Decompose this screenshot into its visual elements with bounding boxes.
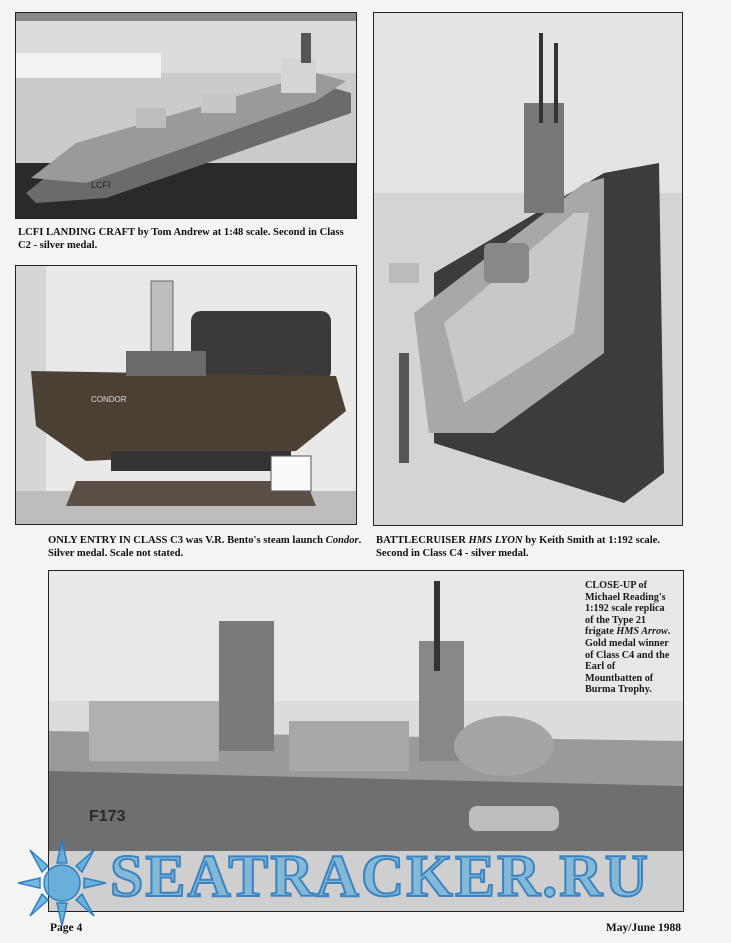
hms-lyon-photo	[373, 12, 683, 526]
watermark-sun-logo	[14, 838, 110, 928]
hms-lyon-caption: BATTLECRUISER HMS LYON by Keith Smith at 1:192 scale. Second in Class C4 - silver medal.	[376, 535, 661, 559]
watermark-text: SEATRACKER.RU	[110, 843, 650, 909]
landing-craft-photo	[15, 12, 357, 219]
issue-date: May/June 1988	[605, 922, 681, 934]
landing-craft-hull-label: LCFI	[91, 180, 111, 190]
landing-craft-caption: LCFI LANDING CRAFT by Tom Andrew at 1:48 scale. Second in Class C2 - silver medal.	[18, 227, 344, 251]
condor-hull-label: CONDOR	[91, 395, 127, 404]
condor-photo	[15, 265, 357, 525]
arrow-hull-label: F173	[89, 808, 126, 825]
page-number: Page 4	[50, 922, 83, 934]
condor-caption: ONLY ENTRY IN CLASS C3 was V.R. Bento's steam launch Condor. Silver medal. Scale not stated.	[48, 535, 362, 559]
hms-arrow-caption: CLOSE-UP of Michael Reading's 1:192 scale replica of the Type 21 frigate HMS Arrow. Gold medal winner of Class C4 and the Earl of Mountbatten of Burma Trophy.	[585, 580, 671, 696]
